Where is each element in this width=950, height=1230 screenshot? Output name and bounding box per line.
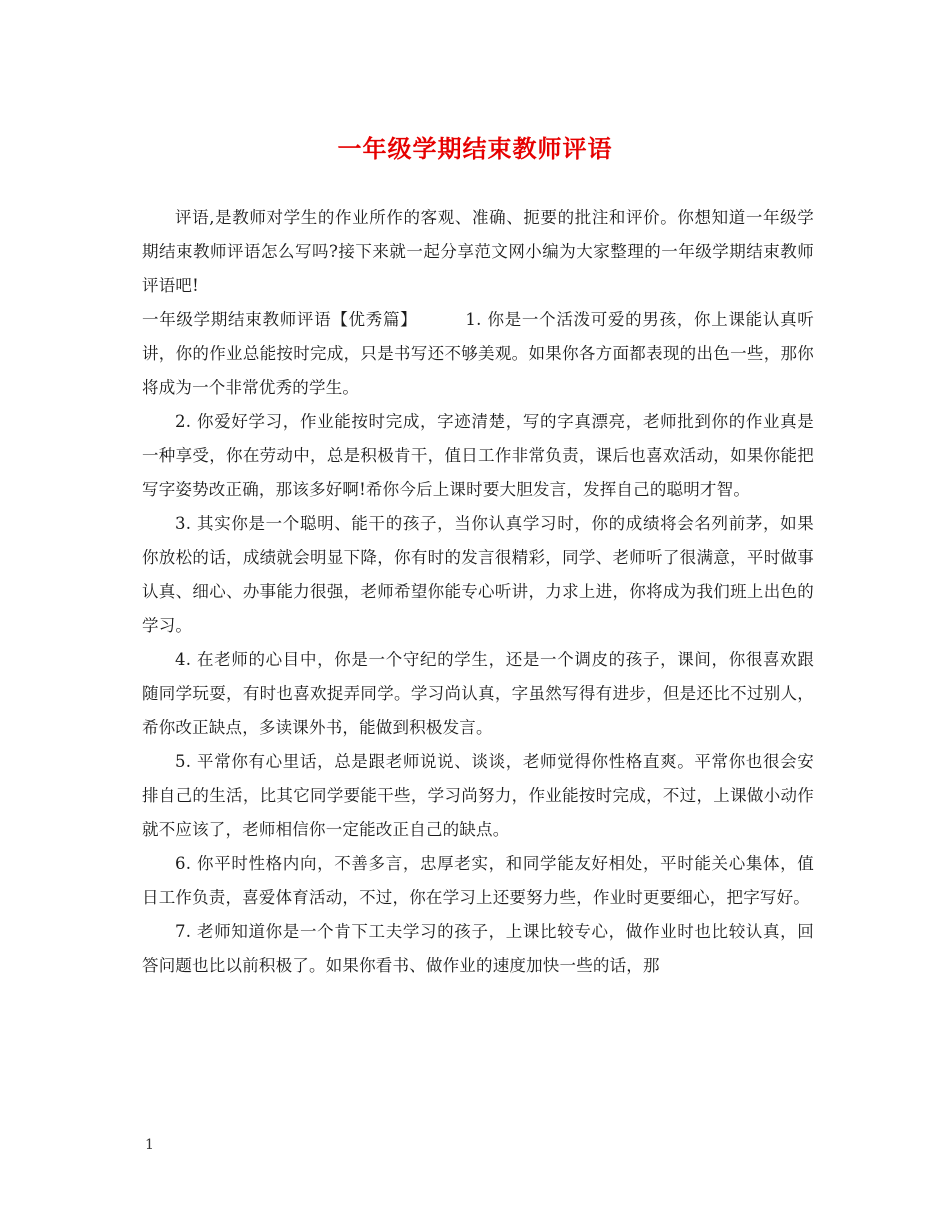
comment-item-5: 5. 平常你有心里话，总是跟老师说说、谈谈，老师觉得你性格直爽。平常你也很会安排自己的生活，比其它同学要能干些，学习尚努力，作业能按时完成，不过，上课做小动作就不应该了，老师相信你一定能改正自己的缺点。 <box>142 752 814 839</box>
comment-item-6: 6. 你平时性格内向，不善多言，忠厚老实，和同学能友好相处，平时能关心集体，值日工作负责，喜爱体育活动，不过，你在学习上还要努力些，作业时更要细心，把字写好。 <box>142 854 814 907</box>
comment-item-1: 1. 你是一个活泼可爱的男孩，你上课能认真听讲，你的作业总能按时完成，只是书写还不够美观。如果你各方面都表现的出色一些，那你将成为一个非常优秀的学生。 <box>142 310 814 397</box>
intro-paragraph: 评语,是教师对学生的作业所作的客观、准确、扼要的批注和评价。你想知道一年级学期结束教师评语怎么写吗?接下来就一起分享范文网小编为大家整理的一年级学期结束教师评语吧! <box>142 208 814 295</box>
comment-item-2: 2. 你爱好学习，作业能按时完成，字迹清楚，写的字真漂亮，老师批到你的作业真是一种享受，你在劳动中，总是积极肯干，值日工作非常负责，课后也喜欢活动，如果你能把写字姿势改正确，那该多好啊!希你今后上课时要大胆发言，发挥自己的聪明才智。 <box>142 412 814 499</box>
section-heading: 一年级学期结束教师评语【优秀篇】 <box>142 310 418 329</box>
section-paragraph <box>142 303 814 405</box>
comment-item-3: 3. 其实你是一个聪明、能干的孩子，当你认真学习时，你的成绩将会名列前茅，如果你放松的话，成绩就会明显下降，你有时的发言很精彩，同学、老师听了很满意，平时做事认真、细心、办事能力很强，老师希望你能专心听讲，力求上进，你将成为我们班上出色的学习。 <box>142 514 814 635</box>
document-body <box>142 201 814 983</box>
page-number: 1 <box>145 1137 154 1153</box>
comment-item-4: 4. 在老师的心目中，你是一个守纪的学生，还是一个调皮的孩子，课间，你很喜欢跟随同学玩耍，有时也喜欢捉弄同学。学习尚认真，字虽然写得有进步，但是还比不过别人，希你改正缺点，多读课外书，能做到积极发言。 <box>142 650 814 737</box>
comment-item-7: 7. 老师知道你是一个肯下工夫学习的孩子，上课比较专心，做作业时也比较认真，回答问题也比以前积极了。如果你看书、做作业的速度加快一些的话，那 <box>142 922 814 975</box>
document-title: 一年级学期结束教师评语 <box>337 134 613 163</box>
